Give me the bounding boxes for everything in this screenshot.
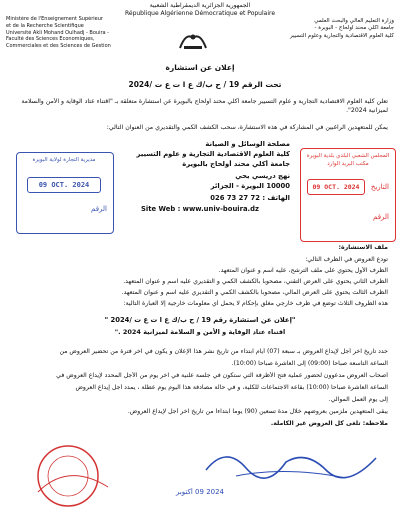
sealed-reference: "إعلان عن استشارة رقم 19 / ح ب/ك ع ا ت ع ت /2024 " [104,316,296,324]
red-stamp-date-label: التاريخ [370,183,389,191]
offer-line: تودع العروض في الظرف التالي: [305,256,388,263]
deadline-line: حدد تاريخ آخر أجل لإيداع العروض بـ سبعة (07) أيام ابتداء من تاريخ نشر هذا الإعلان و يكون في آخر فترة من تحضير العروض من [59,348,388,355]
address-line: نهج دريسي يحي [235,172,290,180]
red-stamp-subtitle: مكتب البريد الوارد [327,161,369,167]
deadline-line: الساعة العاشرة صباحا (10:00) بقاعة الاجتماعات للكلية، و في حالة مصادفة هذا اليوم يوم عطلة ، يمدد أجل إيداع العروض [75,384,388,391]
header-left-line: Commerciales et des Sciences de Gestion [6,43,111,49]
header-right [224,18,394,40]
deadline-line: أصحاب العروض مدعوون لحضور عملية فتح الأظرفة التي ستكون في جلسة علنية في آخر يوم من الأجل المحدد لإيداع العروض في [56,372,388,379]
header-left-line: Ministère de l'Enseignement Supérieur [6,16,103,22]
offer-heading: ملف الاستشارة: [338,244,388,251]
dean-signature [196,440,386,484]
header-left-line: Université Akli Mohand Oulhadj - Bouira - [6,29,109,36]
blue-stamp-title: مديرية التجارة لولاية البويرة [32,157,96,163]
address-line: مصلحة الوسائل و الصيانة [205,140,290,148]
offer-line: الظرف الثالث يحتوي على العرض المالي، مصحوبا بالكشف الكمي و التقديري عليه اسم و عنوان المتعهد. [121,289,388,296]
blue-stamp-label: الرقم [91,205,107,213]
deadline-line: يبقى المتعهدين ملزمين بعروضهم خلال مدة تسعين (90) يوما ابتداءا من تاريخ آخر أجل لإيداع العروض. [127,408,388,415]
bottom-date: 2024 09 أكتوبر [175,488,225,496]
notice-title: إعلان عن استشارة [165,63,235,72]
red-stamp-num-label: الرقم [373,213,389,221]
deadline-note: ملاحظة: تلغى كل العروض غير الكاملة. [270,420,388,427]
header-left-line: et de la Recherche Scientifique [6,22,84,29]
notice-reference: تحت الرقم 19 / ح ب/ك ع ا ت ع ت /2024 [128,80,282,89]
address-line: 10000 البويرة - الجزائر [210,182,290,190]
offer-line: الظرف الثاني يحتوي على العرض التقني، مصحوبا بالكشف الكمي و التقديري عليه اسم و عنوان المتعهد. [123,278,388,285]
notice-intro: تعلن كلية العلوم الاقتصادية التجارية و علوم التسيير جامعة أكلي محند أولحاج بالبويرة عن استشارة متعلقة بـ "اقتناء عتاد الوقاية و الأمن والسلامة لميزانية 2024". [21,98,388,114]
header-left [6,16,164,50]
address-line: كلية العلوم الاقتصادية التجارية و علوم التسيير [136,150,290,158]
red-stamp-title: المجلس الشعبي البلدي بلدية البويرة [306,153,390,159]
notice-invite: يمكن للمتعهدين الراغبين في المشاركة في هذه الاستشارة، سحب الكشف الكمي والتقديري من العنوان التالي: [106,124,388,131]
dean-round-stamp [8,432,128,512]
deadline-line: الساعة التاسعة صباحا (09:00) إلى العاشرة صباحا (10:00). [231,360,388,367]
header-right-line: جامعة أكلي محند أولحاج - البويرة - [314,25,394,32]
deadline-line: إلى يوم العمل الموالي. [328,396,388,403]
header-right-line: وزارة التعليم العالي والبحث العلمي [314,18,394,24]
university-logo [176,28,210,52]
header-top-ar: الجمهورية الجزائرية الديمقراطية الشعبية [149,2,251,9]
header-top-fr: République Algérienne Démocratique et Populaire [124,9,276,17]
sealed-subject: اقتناء عتاد الوقاية و الأمن و السلامة لميزانية 2024 ." [114,328,286,336]
blue-stamp-date: 09 OCT. 2024 [27,177,101,193]
red-stamp-date: 09 OCT. 2024 [307,179,365,195]
header-left-line: Faculté des Sciences Économiques, [6,36,95,43]
address-website: Site Web : www.univ-bouira.dz [141,205,259,213]
blue-stamp [16,152,114,234]
red-stamp [300,148,396,242]
offer-line: هذه الظروف الثلاث توضع في ظرف خارجي مغلق بإحكام لا يحمل أي معلومات خارجية إلا العبارة التالية: [123,300,388,307]
address-line: جامعة أكلي محند أولحاج بالبويرة [182,160,290,168]
address-line: الهاتف : 72 27 73 026 [210,194,290,202]
offer-line: الظرف الأول يحتوي على ملف الترشح، عليه اسم و عنوان المتعهد. [218,267,388,274]
header-right-line: كلية العلوم الاقتصادية والتجارية وعلوم التسيير [289,32,394,39]
